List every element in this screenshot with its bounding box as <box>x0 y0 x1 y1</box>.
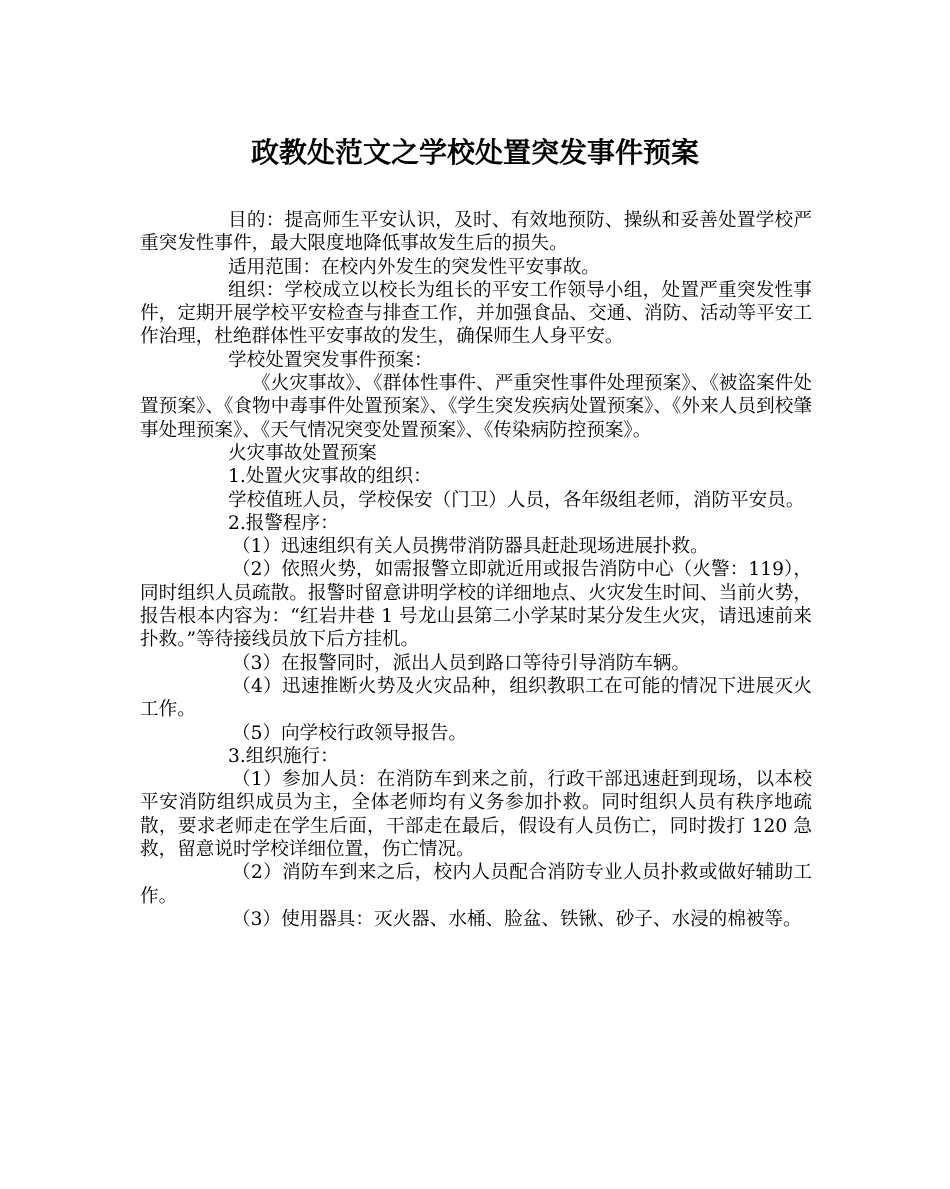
paragraph-purpose: 目的：提高师生平安认识，及时、有效地预防、操纵和妥善处置学校严重突发性事件，最大限度地降低事故发生后的损失。 <box>140 210 812 255</box>
paragraph-plans-list: 《火灾事故》、《群体性事件、严重突性事件处理预案》、《被盗案件处置预案》、《食物中毒事件处置预案》、《学生突发疾病处置预案》、《外来人员到校肇事处理预案》、《天气情况突变处置预案》、《传染病防控预案》。 <box>140 373 812 441</box>
list-item-alarm-step-1: （1）迅速组织有关人员携带消防器具赶赴现场进展扑救。 <box>232 536 709 558</box>
document-body <box>140 209 812 931</box>
list-item-alarm-procedure: 2.报警程序： <box>228 512 339 534</box>
list-item-alarm-step-2: （2）依照火势，如需报警立即就近用或报告消防中心（火警：119），同时组织人员疏散。报警时留意讲明学校的详细地点、火灾发生时间、当前火势，报告根本内容为：“红岩井巷 1 号龙山县第二小学某时某分发生火灾，请迅速前来扑救。”等待接线员放下后方挂机。 <box>140 559 812 651</box>
list-item-alarm-step-5: （5）向学校行政领导报告。 <box>232 722 467 744</box>
list-item-implementation-step-3: （3）使用器具：灭火器、水桶、脸盆、铁锹、砂子、水浸的棉被等。 <box>232 908 802 930</box>
list-item-implementation-step-1: （1）参加人员：在消防车到来之前，行政干部迅速赶到现场，以本校平安消防组织成员为主，全体老师均有义务参加扑救。同时组织人员有秩序地疏散，要求老师走在学生后面，干部走在最后，假设有人员伤亡，同时拨打 120 急救，留意说时学校详细位置，伤亡情况。 <box>140 769 812 861</box>
paragraph-organization: 组织：学校成立以校长为组长的平安工作领导小组，处置严重突发性事件，定期开展学校平安检查与排查工作，并加强食品、交通、消防、活动等平安工作治理，杜绝群体性平安事故的发生，确保师生人身平安。 <box>140 279 812 348</box>
document-title: 政教处范文之学校处置突发事件预案 <box>250 136 699 169</box>
list-item-fire-organization: 1.处置火灾事故的组织： <box>228 466 432 488</box>
list-item-alarm-step-4: （4）迅速推断火势及火灾品种，组织教职工在可能的情况下进展灭火工作。 <box>140 675 812 721</box>
list-item-implementation: 3.组织施行： <box>228 745 339 767</box>
paragraph-plans-heading: 学校处置突发事件预案： <box>228 349 433 371</box>
paragraph-fire-personnel: 学校值班人员，学校保安（门卫）人员，各年级组老师，消防平安员。 <box>228 489 805 511</box>
list-item-implementation-step-2: （2）消防车到来之后，校内人员配合消防专业人员扑救或做好辅助工作。 <box>140 862 812 907</box>
list-item-alarm-step-3: （3）在报警同时，派出人员到路口等待引导消防车辆。 <box>232 652 691 674</box>
paragraph-scope: 适用范围：在校内外发生的突发性平安事故。 <box>228 256 600 278</box>
section-heading-fire-plan: 火灾事故处置预案 <box>228 442 377 464</box>
